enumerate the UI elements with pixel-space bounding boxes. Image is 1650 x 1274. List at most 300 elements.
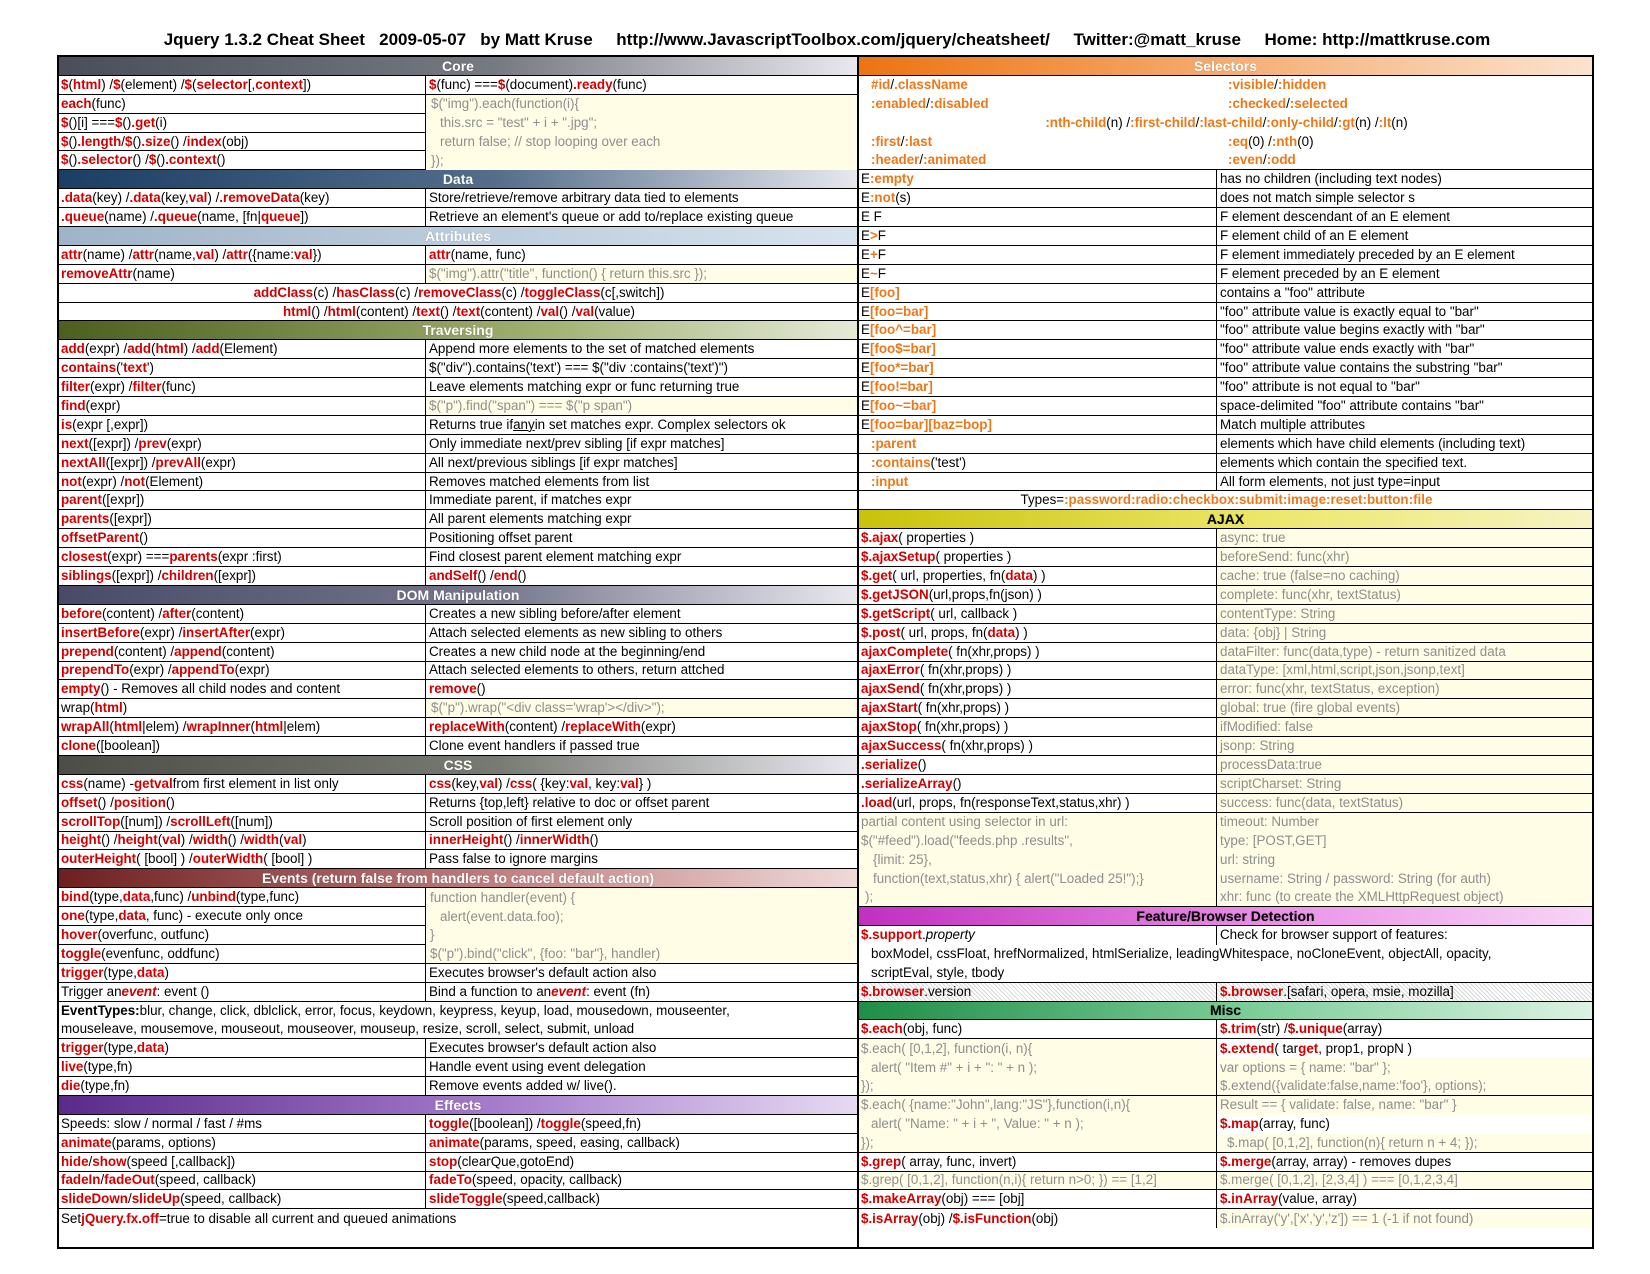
cell-right: F element descendant of an E element: [1216, 208, 1592, 226]
ajax-row: [859, 586, 1592, 605]
cell-right: :even / :odd: [1228, 152, 1296, 168]
cell-left: one (type, data , func) - execute only once: [59, 907, 425, 926]
events-row: [59, 983, 857, 1002]
cell-left: $ ( html ) / $ (element) / $ ( selector [, context ]): [61, 76, 312, 92]
events-row: [59, 1039, 857, 1058]
cell-right: innerHeight () / innerWidth (): [425, 832, 857, 850]
section-header-feature: [859, 907, 1592, 926]
dom-row: [59, 680, 857, 699]
misc-row: [859, 1020, 1592, 1039]
dom-row: [59, 624, 857, 643]
cell-left: hide / show (speed [,callback]): [61, 1153, 236, 1169]
cell-full: boxModel, cssFloat, hrefNormalized, htmlSerialize, leadingWhitespace, noCloneEvent, objectAll, opacity,: [871, 946, 1492, 962]
cell-left: E [foo!=bar]: [861, 379, 933, 395]
cell-left: :parent: [871, 435, 917, 451]
cell-right: "foo" attribute value is exactly equal to "bar": [1216, 303, 1592, 321]
cell-right: contentType: String: [1216, 605, 1592, 623]
misc-row: [859, 1058, 1592, 1077]
selectors-top-row: [859, 133, 1592, 152]
cell-right: toggle ([boolean]) / toggle (speed,fn): [425, 1115, 857, 1133]
cell-left: E + F: [861, 246, 886, 262]
cell-left: $.get ( url, properties, fn( data ) ): [861, 567, 1046, 583]
cell-left: );: [859, 888, 1216, 906]
cell-right: $.map (array, func): [1216, 1115, 1592, 1134]
cell-right: scriptCharset: String: [1216, 775, 1592, 793]
cell-left: ajaxError ( fn(xhr,props) ): [861, 662, 1012, 678]
ajax-row: [859, 775, 1592, 794]
cell-right: Clone event handlers if passed true: [425, 737, 857, 755]
ajax-row: [859, 643, 1592, 662]
cell-left: ajaxSend ( fn(xhr,props) ): [861, 681, 1012, 697]
cell-left: ajaxStop ( fn(xhr,props) ): [861, 719, 1009, 735]
cell-left: :contains ('test'): [871, 454, 967, 470]
effects-row: [59, 1190, 857, 1209]
cell-right: Executes browser's default action also: [425, 964, 857, 982]
cell-right: has no children (including text nodes): [1216, 170, 1592, 188]
events-row: [59, 964, 857, 983]
section-header-effects: [59, 1096, 857, 1115]
cell-left: insertBefore (expr) / insertAfter (expr): [61, 624, 285, 640]
cell-left: E [foo*=bar]: [861, 360, 934, 376]
cell-left: .load (url, props, fn(responseText,status,xhr) ): [861, 794, 1130, 810]
attributes-full-row: [59, 303, 857, 322]
traversing-row: [59, 454, 857, 473]
cell-left: E [foo=bar] [baz=bop]: [861, 416, 992, 432]
cell-right: Scroll position of first element only: [425, 813, 857, 831]
cell-right: remove (): [425, 680, 857, 698]
attributes-row: [59, 246, 857, 265]
ajax-row: [859, 605, 1592, 624]
cell-right: Retrieve an element's queue or add to/replace existing queue: [425, 208, 857, 226]
cell-right: does not match simple selector s: [1216, 189, 1592, 207]
cell-left: $.browser .version: [859, 983, 1216, 1001]
section-header-misc: [859, 1002, 1592, 1021]
cell-right: return false; // stop looping over each: [425, 133, 857, 152]
cell-left: $.makeArray (obj) === [obj]: [861, 1191, 1025, 1207]
selector-row: [859, 359, 1592, 378]
attributes-full-row: [59, 284, 857, 303]
cell-right: processData:true: [1216, 756, 1592, 774]
dom-row: [59, 605, 857, 624]
event-types-row: [59, 1020, 857, 1039]
core-row: [59, 95, 857, 114]
cell-left: wrap( html ): [61, 700, 128, 716]
traversing-row: [59, 567, 857, 586]
cell-left: $.getJSON (url,props,fn(json) ): [861, 586, 1042, 602]
selector-row: [859, 416, 1592, 435]
misc-row: [859, 1190, 1592, 1209]
cell-right: "foo" attribute is not equal to "bar": [1216, 378, 1592, 396]
ajax-row: [859, 850, 1592, 869]
cell-right: Creates a new sibling before/after element: [425, 605, 857, 623]
cell-right: F element child of an E element: [1216, 227, 1592, 245]
cell-right: Check for browser support of features:: [1216, 926, 1592, 945]
attributes-row: [59, 265, 857, 284]
ajax-row: [859, 794, 1592, 813]
cell-right: type: [POST,GET]: [1216, 832, 1592, 851]
cell-right: jsonp: String: [1216, 737, 1592, 755]
cell-right: fadeTo (speed, opacity, callback): [425, 1172, 857, 1190]
section-header-events: [59, 869, 857, 888]
effects-row: [59, 1134, 857, 1153]
cell-right: dataFilter: func(data,type) - return sanitized data: [1216, 643, 1592, 661]
core-row: [59, 151, 857, 170]
cell-right: $.map( [0,1,2], function(n){ return n + 4; });: [1216, 1134, 1592, 1152]
cell-full: scriptEval, style, tbody: [871, 964, 1005, 980]
cell-left: contains (' text '): [61, 360, 154, 376]
cell-left: Trigger an event : event (): [61, 983, 210, 999]
cell-right: Returns {top,left} relative to doc or offset parent: [425, 794, 857, 812]
selector-row: [859, 435, 1592, 454]
cell-left: slideDown / slideUp (speed, callback): [61, 1191, 282, 1207]
selector-row: [859, 378, 1592, 397]
events-row: [59, 1058, 857, 1077]
cell-right: async: true: [1216, 529, 1592, 547]
feature-text-row: [859, 945, 1592, 964]
cell-left: offset () / position (): [61, 794, 175, 810]
cell-left: E [foo$=bar]: [861, 341, 936, 357]
cell-right: $("p").wrap("<div class='wrap'></div>");: [425, 699, 857, 717]
cell-right: contains a "foo" attribute: [1216, 284, 1592, 302]
traversing-row: [59, 416, 857, 435]
cell-left: $.getScript ( url, callback ): [861, 605, 1018, 621]
misc-row: [859, 1077, 1592, 1096]
cell-left: $.grep( [0,1,2], function(n,i){ return n>0; }) == [1,2]: [859, 1172, 1216, 1190]
traversing-row: [59, 397, 857, 416]
cell-left: fadeIn / fadeOut (speed, callback): [61, 1172, 256, 1188]
cell-left: filter (expr) / filter (func): [61, 379, 196, 395]
cell-left: Speeds: slow / normal / fast / #ms: [61, 1115, 262, 1131]
cell-right: $.inArray('y',['x','y','z']) == 1 (-1 if not found): [1216, 1209, 1592, 1228]
feature-row: [859, 983, 1592, 1002]
cell-right: Handle event using event delegation: [425, 1058, 857, 1076]
cell-left: hover (overfunc, outfunc): [59, 926, 425, 945]
section-title: Core: [442, 57, 474, 74]
cell-left: alert( "Item #" + i + ": " + n );: [859, 1058, 1216, 1077]
misc-row: [859, 1172, 1592, 1191]
css-row: [59, 850, 857, 869]
cell-right: stop (clearQue,gotoEnd): [425, 1153, 857, 1171]
cell-right: All parent elements matching expr: [425, 510, 857, 528]
cell-right: andSelf () / end (): [425, 567, 857, 585]
cell-left: $.each (obj, func): [861, 1021, 963, 1037]
cell-right: data: {obj} | String: [1216, 624, 1592, 642]
cell-right: elements which have child elements (including text): [1216, 435, 1592, 453]
cell-right: Executes browser's default action also: [425, 1039, 857, 1057]
cell-right: attr (name, func): [425, 246, 857, 264]
traversing-row: [59, 529, 857, 548]
cell-right: $.extend ( tar get , prop1, propN ): [1216, 1039, 1592, 1058]
cell-left: {limit: 25},: [859, 850, 1216, 869]
ajax-row: [859, 567, 1592, 586]
cell-right: Removes matched elements from list: [425, 473, 857, 491]
cell-right: $("img").each(function(i){: [425, 95, 857, 114]
ajax-row: [859, 718, 1592, 737]
feature-row: [859, 926, 1592, 945]
section-header-attributes: [59, 227, 857, 246]
left-column: [57, 55, 859, 1249]
cell-right: $.merge (array, array) - removes dupes: [1216, 1153, 1592, 1171]
cell-right: "foo" attribute value contains the substring "bar": [1216, 359, 1592, 377]
section-title: CSS: [443, 756, 473, 773]
cell-right: url: string: [1216, 850, 1592, 869]
cell-left: $ ()[i] === $ () .get (i): [59, 114, 425, 133]
cell-full: EventTypes: blur, change, click, dblclick, error, focus, keydown, keypress, keyup, load, mousedown, mouseenter,: [61, 1002, 730, 1018]
cell-left: E ~ F: [861, 265, 886, 281]
section-title: Feature/Browser Detection: [1136, 908, 1315, 925]
cell-left: die (type,fn): [61, 1078, 130, 1094]
cell-left: .data (key) / .data (key, val ) / .removeData (key): [61, 190, 330, 206]
ajax-row: [859, 832, 1592, 851]
selector-row: [859, 454, 1592, 473]
section-title: AJAX: [1206, 511, 1245, 528]
section-title: Data: [442, 171, 474, 188]
section-title: DOM Manipulation: [396, 586, 520, 603]
cell-left: });: [859, 1134, 1216, 1152]
data-row: [59, 189, 857, 208]
cell-left: wrapAll ( html |elem) / wrapInner ( html |elem): [61, 719, 321, 735]
cell-right: elements which contain the specified text.: [1216, 454, 1592, 472]
cell-left: before (content) / after (content): [61, 605, 245, 621]
cell-right: "foo" attribute value begins exactly with "bar": [1216, 321, 1592, 339]
selector-row: [859, 303, 1592, 322]
cell-right: :checked / :selected: [1228, 96, 1348, 112]
cell-right: Result == { validate: false, name: "bar" }: [1216, 1096, 1592, 1115]
data-row: [59, 208, 857, 227]
cell-right: $("p").find("span") === $("p span"): [425, 397, 857, 415]
ajax-row: [859, 813, 1592, 832]
ajax-row: [859, 680, 1592, 699]
section-header-traversing: [59, 321, 857, 340]
cell-left: $.ajaxSetup ( properties ): [861, 549, 1012, 565]
selector-row: [859, 397, 1592, 416]
cell-right: Match multiple attributes: [1216, 416, 1592, 434]
core-row: [59, 76, 857, 95]
selector-row: [859, 189, 1592, 208]
cell-right: Bind a function to an event : event (fn): [425, 983, 857, 1001]
misc-row: [859, 1134, 1592, 1153]
section-title: Events (return false from handlers to cancel default action): [261, 870, 655, 887]
cell-right: F element preceded by an E element: [1216, 265, 1592, 283]
selector-row: [859, 208, 1592, 227]
dom-row: [59, 699, 857, 718]
core-row: [59, 114, 857, 133]
selector-row: [859, 340, 1592, 359]
selector-row: [859, 227, 1592, 246]
dom-row: [59, 737, 857, 756]
selector-types-row: [859, 491, 1592, 510]
cell-left: prependTo (expr) / appendTo (expr): [61, 662, 270, 678]
cell-left: :input: [871, 473, 909, 489]
ajax-row: [859, 624, 1592, 643]
cell-right: $("div").contains('text') === $("div :contains('text')"): [425, 359, 857, 377]
cell-left: live (type,fn): [61, 1059, 133, 1075]
cell-right: Find closest parent element matching expr: [425, 548, 857, 566]
selector-row: [859, 170, 1592, 189]
cell-left: .serialize (): [861, 756, 927, 772]
misc-row: [859, 1115, 1592, 1134]
cell-left: $.each( [0,1,2], function(i, n){: [859, 1039, 1216, 1058]
cell-right: Remove events added w/ live().: [425, 1077, 857, 1095]
cell-left: $.support . property: [861, 927, 975, 943]
cell-left: E [foo]: [861, 284, 900, 300]
cell-right: replaceWith (content) / replaceWith (expr): [425, 718, 857, 736]
selectors-top-row: [859, 95, 1592, 114]
cell-right: var options = { name: "bar" };: [1216, 1058, 1592, 1077]
cell-left: clone ([boolean]): [61, 738, 161, 753]
misc-row: [859, 1096, 1592, 1115]
cell-right: cache: true (false=no caching): [1216, 567, 1592, 585]
selectors-top-row: [859, 114, 1592, 133]
cell-right: complete: func(xhr, textStatus): [1216, 586, 1592, 604]
section-title: Selectors: [1193, 57, 1258, 74]
cell-right: Pass false to ignore margins: [425, 850, 857, 868]
cell-right: $.merge( [0,1,2], [2,3,4] ) === [0,1,2,3,4]: [1216, 1172, 1592, 1190]
traversing-row: [59, 510, 857, 529]
cell-right: }: [425, 926, 857, 945]
cell-left: function(text,status,xhr) { alert("Loaded 25!");}: [859, 869, 1216, 888]
cell-left: partial content using selector in url:: [859, 813, 1216, 832]
section-header-ajax: [859, 510, 1592, 529]
cell-left: E [foo=bar]: [861, 303, 929, 319]
cell-left: E :not (s): [861, 190, 911, 206]
cell-right: Returns true if any in set matches expr. Complex selectors ok: [425, 416, 857, 434]
cell-right: Leave elements matching expr or func returning true: [425, 378, 857, 396]
cell-right: success: func(data, textStatus): [1216, 794, 1592, 812]
traversing-row: [59, 378, 857, 397]
events-row: [59, 888, 857, 907]
ajax-row: [859, 888, 1592, 907]
cell-right: timeout: Number: [1216, 813, 1592, 832]
cell-left: $.each( {name:"John",lang:"JS"},function(i,n){: [859, 1096, 1216, 1115]
cell-full: mouseleave, mousemove, mouseout, mouseover, mouseup, resize, scroll, select, submit, unload: [61, 1021, 635, 1037]
cell-left: $("#feed").load("feeds.php .results",: [859, 832, 1216, 851]
cell-left: parent ([expr]): [61, 492, 145, 508]
cell-right: Only immediate next/prev sibling [if expr matches]: [425, 435, 857, 453]
section-title: Attributes: [424, 227, 492, 244]
cell-left: alert( "Name: " + i + ", Value: " + n );: [859, 1115, 1216, 1134]
cell-left: find (expr): [61, 397, 121, 413]
dom-row: [59, 662, 857, 681]
cell-left: siblings ([expr]) / children ([expr]): [61, 567, 256, 583]
cell-left: animate (params, options): [61, 1134, 216, 1150]
cell-full: Set jQuery.fx.off =true to disable all current and queued animations: [61, 1210, 457, 1226]
section-header-css: [59, 756, 857, 775]
cell-left: next ([expr]) / prev (expr): [61, 435, 202, 451]
cell-full: addClass (c) / hasClass (c) / removeClass (c) / toggleClass (c[,switch]): [253, 284, 665, 300]
feature-text-row: [859, 964, 1592, 983]
cell-right: $("img").attr("title", function() { return this.src });: [425, 265, 857, 283]
events-row: [59, 945, 857, 964]
cell-left: ajaxStart ( fn(xhr,props) ): [861, 700, 1010, 716]
cell-left: E > F: [861, 227, 886, 243]
cell-right: All next/previous siblings [if expr matches]: [425, 454, 857, 472]
cell-left: trigger (type, data ): [61, 1040, 169, 1056]
traversing-row: [59, 548, 857, 567]
page-title: Jquery 1.3.2 Cheat Sheet 2009-05-07 by Matt Kruse http://www.JavascriptToolbox.com/jquery/cheatsheet/ Twitter:@matt_kruse Home: http://mattkruse.com: [163, 30, 1491, 49]
ajax-row: [859, 756, 1592, 775]
ajax-row: [859, 737, 1592, 756]
cell-right: this.src = "test" + i + ".jpg";: [425, 114, 857, 133]
cell-left: E [foo~=bar]: [861, 397, 937, 413]
cell-full: Types= :password :radio :checkbox :submit :image :reset :button :file: [1020, 492, 1433, 508]
cell-right: :eq (0) / :nth (0): [1228, 134, 1314, 149]
cell-right: $.trim (str) / $.unique (array): [1216, 1020, 1592, 1038]
ajax-row: [859, 529, 1592, 548]
cell-right: Positioning offset parent: [425, 529, 857, 547]
cell-left: toggle (evenfunc, oddfunc): [61, 945, 220, 961]
cell-left: E [foo^=bar]: [861, 322, 937, 338]
misc-row: [859, 1153, 1592, 1172]
selector-row: [859, 321, 1592, 340]
cell-right: $ (func) === $ (document) .ready (func): [425, 76, 857, 94]
cell-right: });: [425, 151, 857, 170]
selector-row: [859, 246, 1592, 265]
cell-right: F element immediately preceded by an E element: [1216, 246, 1592, 264]
cell-right: alert(event.data.foo);: [425, 907, 857, 926]
cell-right: dataType: [xml,html,script,json,jsonp,text]: [1216, 662, 1592, 680]
cell-right: css (key, val ) / css ( {key: val , key: val } ): [425, 775, 857, 793]
right-column: [857, 55, 1594, 1249]
cell-right: Immediate parent, if matches expr: [425, 491, 857, 509]
cell-right: "foo" attribute value ends exactly with "bar": [1216, 340, 1592, 358]
cell-left: $.grep ( array, func, invert): [861, 1153, 1017, 1169]
ajax-row: [859, 699, 1592, 718]
ajax-row: [859, 662, 1592, 681]
selector-row: [859, 473, 1592, 492]
traversing-row: [59, 435, 857, 454]
ajax-row: [859, 548, 1592, 567]
cell-left: empty () - Removes all child nodes and content: [61, 681, 341, 697]
cell-right: username: String / password: String (for auth): [1216, 869, 1592, 888]
cell-left: each (func): [59, 95, 425, 114]
css-row: [59, 832, 857, 851]
cell-right: space-delimited "foo" attribute contains "bar": [1216, 397, 1592, 415]
section-title: Misc: [1209, 1002, 1242, 1019]
section-header-core: [59, 57, 857, 76]
cell-left: E F: [861, 209, 882, 225]
cell-right: ifModified: false: [1216, 718, 1592, 736]
selectors-top-row: [859, 151, 1592, 170]
cell-right: animate (params, speed, easing, callback): [425, 1134, 857, 1152]
cell-right: Attach selected elements to others, return attched: [425, 662, 857, 680]
dom-row: [59, 718, 857, 737]
cell-right: error: func(xhr, textStatus, exception): [1216, 680, 1592, 698]
css-row: [59, 794, 857, 813]
cell-full: html () / html (content) / text () / text (content) / val () / val (value): [282, 303, 636, 319]
cell-left: E :empty: [861, 171, 914, 187]
event-types-row: [59, 1002, 857, 1021]
cell-right: Attach selected elements as new sibling to others: [425, 624, 857, 642]
cell-right: Creates a new child node at the beginning/end: [425, 643, 857, 661]
cell-right: slideToggle (speed,callback): [425, 1190, 857, 1208]
section-header-selectors: [859, 57, 1592, 76]
cell-left: :first / :last: [871, 134, 933, 149]
cell-left: is (expr [,expr]): [61, 416, 149, 432]
cell-left: scrollTop ([num]) / scrollLeft ([num]): [61, 813, 273, 829]
cell-left: height () / height ( val ) / width () / width ( val ): [61, 832, 307, 848]
misc-row: [859, 1209, 1592, 1228]
events-row: [59, 1077, 857, 1096]
cell-left: outerHeight ( [bool] ) / outerWidth ( [bool] ): [61, 851, 313, 867]
cell-left: trigger (type, data ): [61, 964, 169, 980]
cell-left: $ () .selector () / $ () .context (): [59, 151, 425, 170]
cell-left: removeAttr (name): [61, 265, 175, 281]
cell-left: attr (name) / attr (name, val ) / attr ({name: val }): [61, 246, 322, 262]
cell-left: add (expr) / add ( html ) / add (Element): [61, 341, 278, 357]
cell-left: prepend (content) / append (content): [61, 643, 275, 659]
cell-left: :header / :animated: [871, 152, 987, 168]
